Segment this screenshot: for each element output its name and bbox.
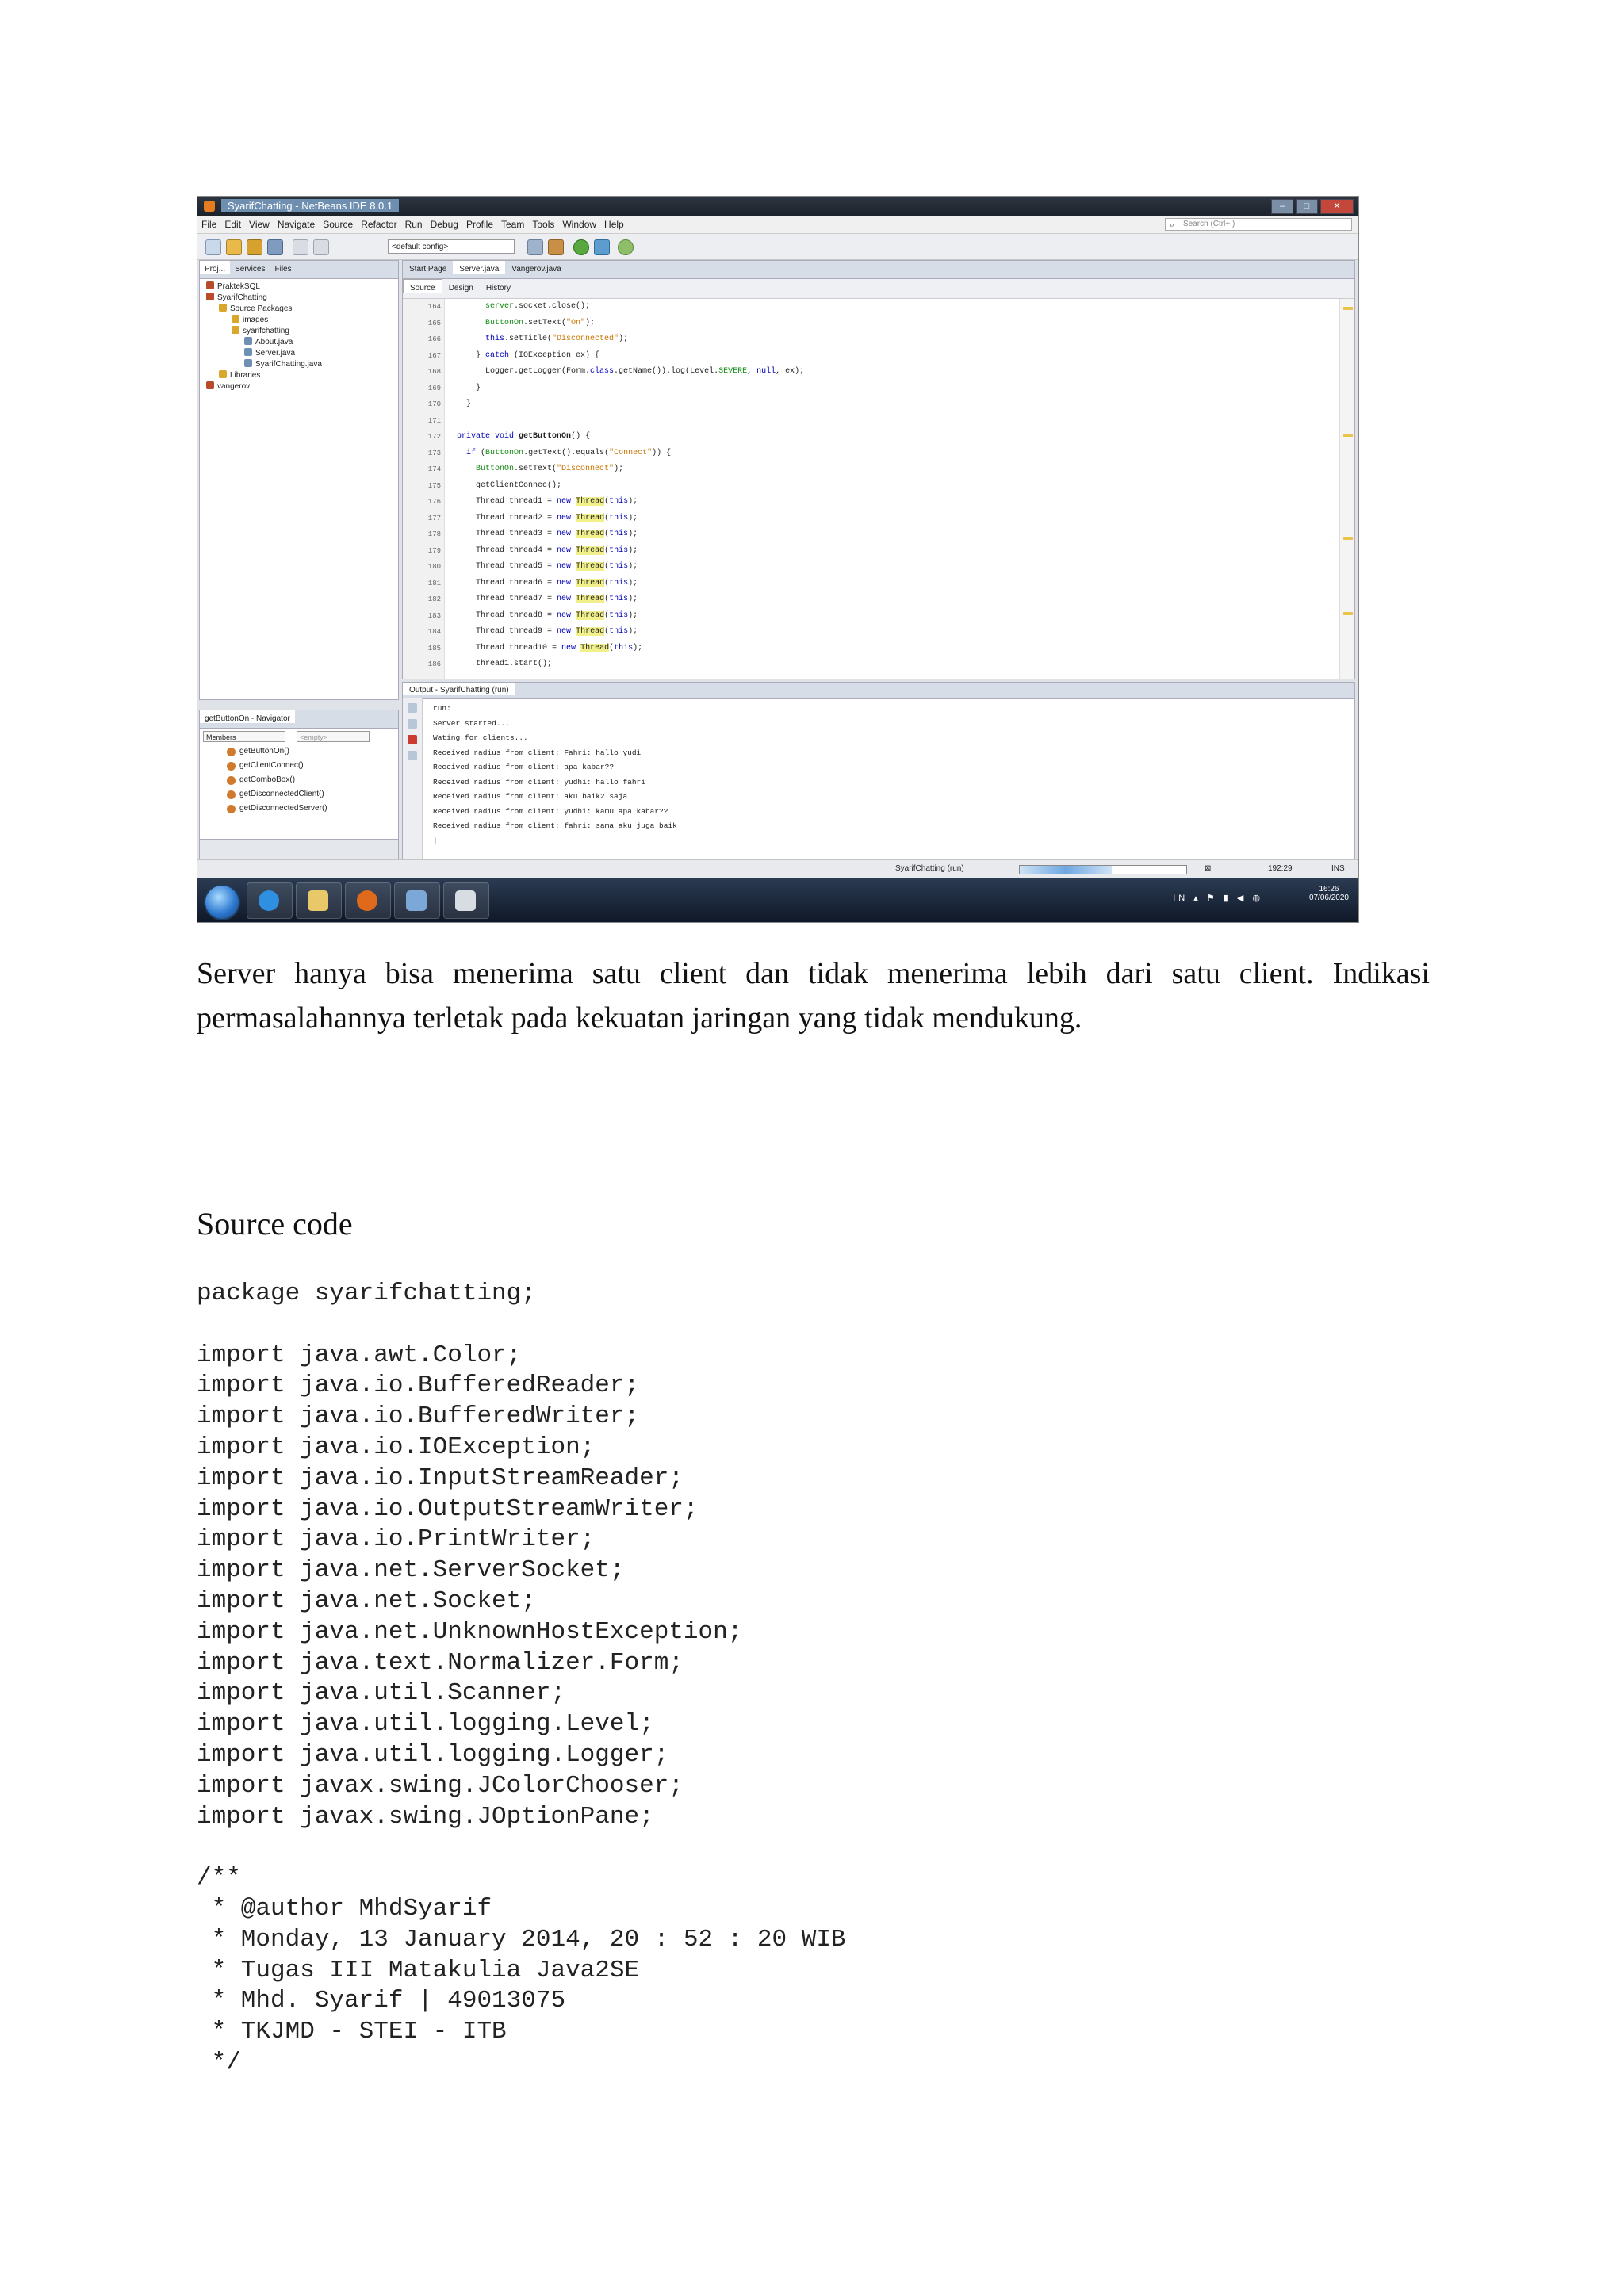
navigator-item-label: getDisconnectedServer() (239, 804, 327, 813)
editor-tab[interactable]: Server.java (453, 261, 505, 274)
navigator-item-label: getComboBox() (239, 775, 296, 784)
code-text: Thread thread1 = new Thread(this); (447, 497, 638, 506)
line-number: 178 (427, 530, 441, 538)
output-line: Received radius from client: Fahri: hallo yudi (433, 748, 642, 757)
section-heading: Source code (197, 1206, 353, 1242)
tree-node-label: Server.java (255, 349, 296, 358)
code-line (427, 396, 1337, 413)
code-area[interactable] (427, 299, 1337, 679)
close-button[interactable]: ✕ (1320, 199, 1354, 214)
line-number: 164 (427, 303, 441, 311)
navigator-pane (199, 710, 399, 859)
tree-node[interactable] (200, 348, 398, 359)
tree-node-label: images (243, 316, 269, 324)
paragraph-line-1: Server hanya bisa menerima satu client dan tidak menerima lebih dari satu client. Indikasi (197, 957, 1430, 990)
paragraph-line-2: permasalahannya terletak pada kekuatan jaringan yang tidak mendukung. (197, 1001, 1082, 1035)
editor-tab[interactable]: Vangerov.java (511, 265, 561, 274)
line-number: 181 (427, 579, 441, 587)
code-text: Thread thread2 = new Thread(this); (447, 513, 638, 522)
undo-icon[interactable] (293, 239, 308, 255)
line-number: 174 (427, 465, 441, 473)
line-number: 183 (427, 611, 441, 620)
method-icon (227, 762, 236, 771)
method-icon (227, 748, 236, 756)
error-stripe-mark (1343, 434, 1353, 437)
navigator-item-label: getButtonOn() (239, 747, 289, 756)
document-icon (455, 890, 476, 911)
code-editor (402, 260, 1355, 679)
menu-item-navigate[interactable]: Navigate (277, 219, 316, 230)
code-line (427, 576, 1337, 592)
tree-node[interactable] (200, 326, 398, 337)
navigator-item[interactable] (200, 759, 398, 773)
tab-files[interactable]: Files (274, 265, 292, 274)
line-number: 170 (427, 400, 441, 408)
code-text: Thread thread5 = new Thread(this); (447, 562, 638, 571)
code-text: Thread thread9 = new Thread(this); (447, 627, 638, 636)
options-icon[interactable] (408, 751, 417, 760)
status-close-icon[interactable]: ⊠ (1205, 864, 1212, 873)
line-number: 180 (427, 563, 441, 571)
code-line (427, 381, 1337, 397)
firefox-icon (357, 890, 377, 911)
tree-node[interactable] (200, 293, 398, 304)
window-controls (1271, 199, 1354, 214)
tree-node-label: Libraries (230, 371, 261, 380)
status-project: SyarifChatting (run) (895, 864, 964, 873)
menu-item-edit[interactable]: Edit (224, 219, 242, 230)
line-number: 165 (427, 319, 441, 327)
menu-item-profile[interactable]: Profile (465, 219, 493, 230)
navigator-title: getButtonOn - Navigator (200, 710, 295, 723)
output-text (433, 702, 1354, 859)
folder-icon (308, 890, 328, 911)
navigator-item-label: getClientConnec() (239, 761, 304, 770)
clock-time: 16:26 (1319, 885, 1339, 894)
line-number: 167 (427, 351, 441, 360)
code-text: ButtonOn.setText("Disconnect"); (476, 465, 624, 473)
start-button[interactable] (204, 884, 240, 920)
language-indicator: IN (1173, 894, 1189, 903)
projects-pane (199, 260, 399, 700)
code-text: Thread thread6 = new Thread(this); (447, 578, 638, 587)
line-number: 172 (427, 433, 441, 441)
code-line (427, 446, 1337, 462)
code-text: private void getButtonOn() { (457, 432, 591, 441)
build-icon[interactable] (527, 239, 543, 255)
clean-build-icon[interactable] (548, 239, 564, 255)
tree-node-label: PraktekSQL (217, 282, 260, 291)
output-tabs (403, 683, 1354, 699)
navigator-header (200, 710, 398, 729)
members-dropdown[interactable]: Members (203, 731, 285, 742)
editor-subtab-source[interactable]: Source (403, 279, 442, 293)
taskbar-explorer[interactable] (296, 882, 342, 919)
clock-date: 07/06/2020 (1308, 894, 1349, 902)
tree-node[interactable] (200, 359, 398, 370)
code-line (427, 331, 1337, 348)
code-line (427, 624, 1337, 641)
code-line (427, 299, 1337, 316)
tree-node[interactable] (200, 381, 398, 392)
navigator-item[interactable] (200, 773, 398, 787)
output-line: Received radius from client: fahri: sama aku juga baik (433, 821, 677, 830)
main-toolbar (197, 234, 1358, 260)
code-text: getClientConnec(); (447, 480, 562, 490)
navigator-item[interactable] (200, 802, 398, 816)
navigator-filters (200, 729, 398, 744)
output-line: Received radius from client: yudhi: hallo fahri (433, 777, 645, 786)
stop-icon[interactable] (408, 735, 417, 744)
line-number: 168 (427, 368, 441, 376)
editor-subtabs (403, 279, 1354, 299)
line-number: 185 (427, 644, 441, 652)
tree-node-icon (244, 359, 252, 367)
tree-node[interactable] (200, 370, 398, 381)
menu-item-tools[interactable]: Tools (532, 219, 555, 230)
tree-node-label: Source Packages (230, 304, 293, 313)
code-text: Thread thread4 = new Thread(this); (447, 545, 638, 555)
line-number: 182 (427, 595, 441, 603)
status-bar (197, 859, 1358, 878)
insert-mode: INS (1331, 864, 1345, 873)
search-placeholder: Search (Ctrl+I) (1183, 220, 1235, 228)
netbeans-app-icon (204, 201, 215, 212)
code-line (427, 511, 1337, 527)
internet-explorer-icon (259, 890, 279, 911)
code-text: Thread thread7 = new Thread(this); (447, 595, 638, 603)
tree-node[interactable] (200, 304, 398, 315)
windows-taskbar (197, 878, 1358, 922)
code-line (427, 608, 1337, 625)
code-text: if (ButtonOn.getText().equals("Connect")) { (466, 448, 672, 457)
rerun-icon[interactable] (408, 703, 417, 713)
tree-node-icon (232, 315, 239, 323)
editor-tab[interactable]: Start Page (409, 265, 447, 274)
tree-node-label: vangerov (217, 382, 251, 391)
menu-item-run[interactable]: Run (404, 219, 423, 230)
output-window (402, 682, 1355, 859)
open-project-icon[interactable] (247, 239, 262, 255)
navigator-item[interactable] (200, 744, 398, 759)
tree-node-label: SyarifChatting (217, 293, 267, 302)
code-line (427, 494, 1337, 511)
code-line (427, 526, 1337, 543)
window-title: SyarifChatting - NetBeans IDE 8.0.1 (221, 199, 399, 212)
code-text: thread1.start(); (447, 660, 553, 668)
tree-node-icon (219, 370, 227, 378)
save-all-icon[interactable] (267, 239, 283, 255)
output-line: Wating for clients... (433, 733, 528, 742)
code-text: } catch (IOException ex) { (447, 350, 600, 360)
profile-icon[interactable] (618, 239, 634, 255)
method-icon (227, 776, 236, 785)
line-number: 166 (427, 335, 441, 343)
line-number: 179 (427, 546, 441, 555)
tree-node[interactable] (200, 337, 398, 348)
tree-node-icon (232, 326, 239, 334)
caret-position: 192:29 (1268, 864, 1293, 873)
project-tree (200, 279, 398, 392)
output-line: Received radius from client: aku baik2 saja (433, 792, 628, 801)
redo-icon[interactable] (313, 239, 329, 255)
new-file-icon[interactable] (205, 239, 221, 255)
tab-services[interactable]: Services (235, 265, 266, 274)
tree-node-label: About.java (255, 338, 293, 346)
code-line (427, 364, 1337, 381)
line-number: 176 (427, 498, 441, 506)
navigator-item[interactable] (200, 787, 398, 802)
output-actions (403, 698, 423, 859)
navigator-item-label: getDisconnectedClient() (239, 790, 324, 798)
tree-node[interactable] (200, 281, 398, 293)
line-number: 177 (427, 514, 441, 522)
menu-item-help[interactable]: Help (604, 219, 624, 230)
rerun-different-icon[interactable] (408, 719, 417, 729)
tree-node-icon (206, 281, 214, 289)
menu-item-view[interactable]: View (249, 219, 270, 230)
error-stripe-mark (1343, 307, 1353, 310)
tree-node-icon (206, 381, 214, 389)
code-line (427, 559, 1337, 576)
navigator-filter-toolbar (200, 839, 398, 859)
code-text: Logger.getLogger(Form.class.getName()).log(Level.SEVERE, null, ex); (447, 367, 805, 376)
window-titlebar (197, 197, 1358, 216)
code-text: Thread thread10 = new Thread(this); (447, 643, 643, 652)
code-text: } (447, 383, 481, 392)
projects-tabs (200, 261, 398, 279)
new-project-icon[interactable] (226, 239, 242, 255)
menu-item-team[interactable]: Team (501, 219, 525, 230)
code-text: this.setTitle("Disconnected"); (485, 335, 629, 343)
line-number: 184 (427, 628, 441, 636)
tree-node[interactable] (200, 315, 398, 326)
taskbar-app[interactable] (443, 882, 489, 919)
clock[interactable] (1309, 885, 1349, 902)
maximize-button[interactable]: □ (1296, 199, 1318, 214)
taskbar-ie[interactable] (247, 882, 293, 919)
tree-node-icon (206, 293, 214, 300)
code-line (427, 461, 1337, 478)
line-number: 175 (427, 481, 441, 490)
tree-node-icon (244, 337, 252, 345)
taskbar-firefox[interactable] (345, 882, 391, 919)
ide-screenshot (197, 196, 1359, 923)
minimize-button[interactable]: – (1271, 199, 1293, 214)
output-line: run: (433, 704, 451, 713)
scope-dropdown[interactable]: <empty> (297, 731, 370, 742)
navigator-list (200, 744, 398, 816)
output-line: Received radius from client: apa kabar?? (433, 763, 615, 771)
menu-item-window[interactable]: Window (562, 219, 597, 230)
menu-item-debug[interactable]: Debug (430, 219, 458, 230)
code-text: Thread thread8 = new Thread(this); (447, 610, 638, 620)
tab-proj[interactable]: Proj... (200, 261, 230, 274)
code-line (427, 316, 1337, 332)
code-line (427, 641, 1337, 657)
progress-fill (1020, 866, 1112, 874)
output-line: Received radius from client: yudhi: kamu apa kabar?? (433, 806, 668, 816)
editor-tabs (403, 261, 1354, 279)
source-code-block: package syarifchatting; import java.awt.Color; import java.io.BufferedReader; import java.io.BufferedWriter; import java.io.IOException; import java.io.InputStreamReader; import java.io.OutputStreamWriter; import java.io.PrintWriter; import java.net.ServerSocket; import java.net.Socket; import java.net.UnknownHostException; import java.text.Normalizer.Form; import java.util.Scanner; import java.util.logging.Level; import java.util.logging.Logger; import javax.swing.JColorChooser; import javax.swing.JOptionPane; /** * @author MhdSyarif * Monday, 13 January 2014, 20 : 52 : 20 WIB * Tugas III Matakulia Java2SE * Mhd. Syarif | 49013075 * TKJMD - STEI - ITB */ (197, 1280, 846, 2076)
search-icon: ⌕ (1170, 220, 1175, 230)
line-number: 169 (427, 384, 441, 392)
method-icon (227, 790, 236, 799)
code-text: ButtonOn.setText("On"); (485, 318, 596, 327)
menu-item-file[interactable]: File (201, 219, 217, 230)
editor-scrollbar[interactable] (1339, 299, 1354, 679)
output-cursor: | (433, 836, 438, 845)
code-text: Thread thread3 = new Thread(this); (447, 530, 638, 538)
config-select[interactable]: <default config> (388, 239, 515, 254)
error-stripe-mark (1343, 612, 1353, 615)
code-line (427, 656, 1337, 673)
output-line: Server started... (433, 718, 510, 728)
menu-item-refactor[interactable]: Refactor (361, 219, 397, 230)
code-line (427, 543, 1337, 560)
debug-icon[interactable] (594, 239, 610, 255)
netbeans-icon (406, 890, 427, 911)
run-icon[interactable] (573, 239, 589, 255)
line-number: 171 (427, 416, 441, 425)
description-paragraph (197, 951, 1430, 1040)
system-tray-icons[interactable]: IN ▴ ⚑ ▮ ◀ ◍ (1173, 894, 1263, 903)
output-tab[interactable]: Output - SyarifChatting (run) (403, 683, 515, 695)
tree-node-icon (219, 304, 227, 312)
tree-node-label: SyarifChatting.java (255, 360, 322, 369)
editor-subtab-history[interactable]: History (485, 284, 511, 293)
code-line (427, 591, 1337, 608)
taskbar-netbeans[interactable] (394, 882, 440, 919)
search-input[interactable] (1165, 218, 1352, 231)
code-line (427, 348, 1337, 365)
tree-node-icon (244, 348, 252, 356)
line-number: 173 (427, 449, 441, 457)
code-text: } (447, 400, 472, 408)
code-line (427, 478, 1337, 495)
progress-bar (1019, 865, 1187, 874)
line-number: 186 (427, 660, 441, 668)
code-line (427, 429, 1337, 446)
method-icon (227, 805, 236, 813)
editor-subtab-design[interactable]: Design (448, 284, 473, 293)
error-stripe-mark (1343, 537, 1353, 540)
code-text: server.socket.close(); (485, 302, 591, 311)
tree-node-label: syarifchatting (243, 327, 289, 335)
code-line (427, 413, 1337, 430)
menu-item-source[interactable]: Source (323, 219, 354, 230)
